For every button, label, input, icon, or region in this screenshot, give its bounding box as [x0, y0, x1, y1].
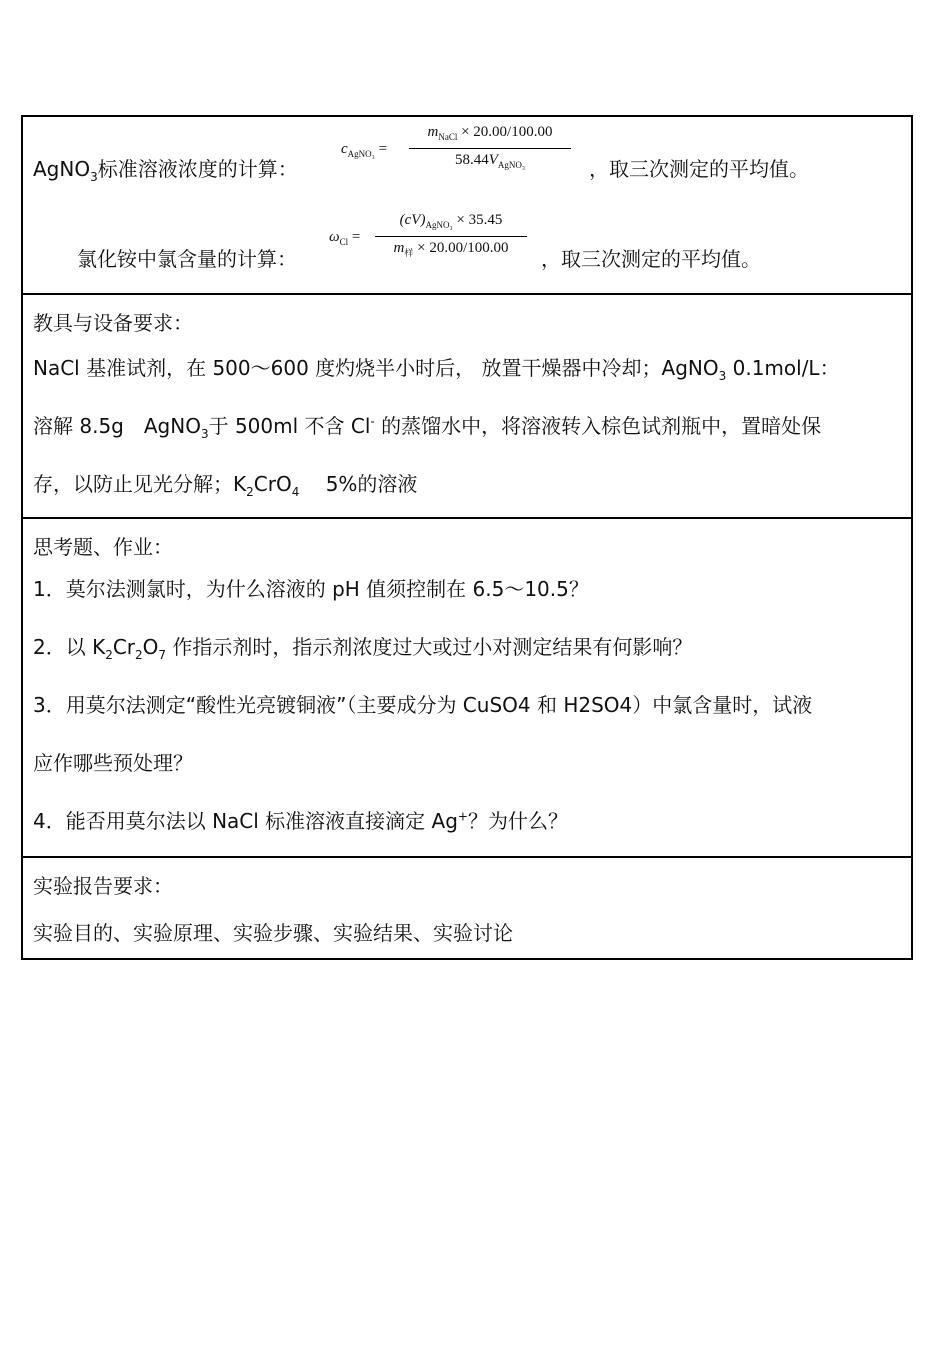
question-4: 4．能否用莫尔法以 NaCl 标准溶液直接滴定 Ag+？为什么？	[33, 809, 568, 833]
report-content: 实验目的、实验原理、实验步骤、实验结果、实验讨论	[33, 921, 513, 945]
report-cell	[23, 856, 911, 958]
question-1: 1．莫尔法测氯时，为什么溶液的 pH 值须控制在 6.5～10.5？	[33, 577, 589, 601]
chloride-calc-label: 氯化铵中氯含量的计算：	[77, 247, 297, 271]
chloride-calc-suffix: ，取三次测定的平均值。	[541, 247, 761, 271]
question-3-line-2: 应作哪些预处理？	[33, 751, 193, 775]
formula2-lhs: $\omega_{Cl}$ =	[329, 229, 361, 247]
agno3-calc-label: AgNO$_3$标准溶液浓度的计算：	[33, 157, 298, 184]
question-2: 2．以 $K_2Cr_2O_7$ 作指示剂时，指示剂浓度过大或过小对测定结果有何影响？	[33, 635, 693, 662]
equipment-line-1: NaCl 基准试剂，在 500～600 度灼烧半小时后， 放置干燥器中冷却；AgNO$_3$ 0.1mol/L：	[33, 356, 840, 383]
calculation-cell	[23, 117, 911, 293]
content-table	[21, 115, 913, 960]
questions-cell	[23, 517, 911, 856]
questions-heading: 思考题、作业：	[33, 535, 173, 559]
equipment-line-3: 存，以防止见光分解；$K_2CrO_4$ 5%的溶液	[33, 472, 418, 499]
equipment-cell	[23, 293, 911, 517]
report-heading: 实验报告要求：	[33, 874, 173, 898]
agno3-calc-suffix: ，取三次测定的平均值。	[589, 157, 809, 181]
formula1-lhs: $c_{AgNO_3}$ =	[341, 141, 388, 159]
equipment-heading: 教具与设备要求：	[33, 311, 193, 335]
question-3-line-1: 3．用莫尔法测定“酸性光亮镀铜液”（主要成分为 CuSO4 和 H2SO4）中氯含量时，试液	[33, 693, 813, 717]
formula2-fraction: $(cV)_{AgNO_3} \times 35.45$ $m_样 \times 20.00/100.00$	[375, 211, 527, 262]
equipment-line-2: 溶解 8.5g AgNO$_3$于 500ml 不含 Cl- 的蒸馏水中，将溶液转入棕色试剂瓶中，置暗处保	[33, 414, 822, 441]
formula1-fraction: $m_{NaCl} \times 20.00/100.00$ $58.44V_{AgNO_3}$	[409, 123, 571, 174]
